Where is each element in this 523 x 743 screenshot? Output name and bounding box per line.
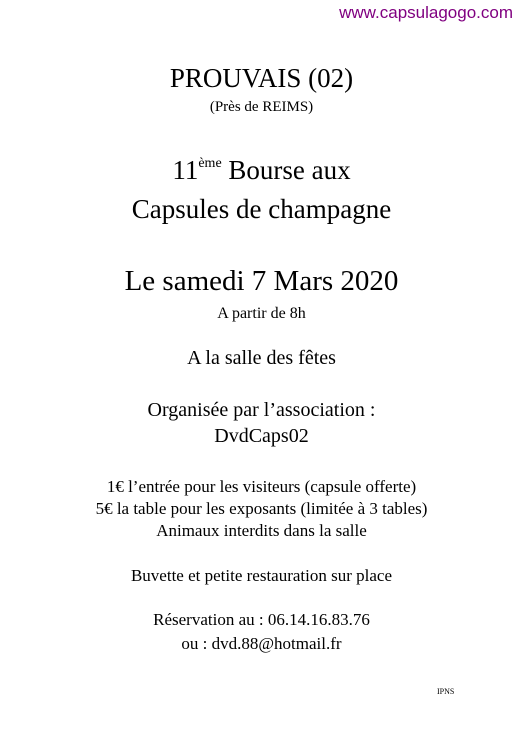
event-title-rest: Bourse aux <box>221 155 351 185</box>
reservation-phone: Réservation au : 06.14.16.83.76 <box>153 610 370 629</box>
event-title-line2: Capsules de champagne <box>131 194 392 224</box>
refreshments-note: Buvette et petite restauration sur place <box>130 566 393 585</box>
exhibitor-table-price: 5€ la table pour les exposants (limitée à 3 tables) <box>95 499 428 518</box>
website-watermark: www.capsulagogo.com <box>339 3 513 22</box>
near-city-note: (Près de REIMS) <box>209 99 314 115</box>
event-venue: A la salle des fêtes <box>187 347 336 369</box>
event-date: Le samedi 7 Mars 2020 <box>124 265 399 297</box>
ipns-footer-note: IPNS <box>437 687 455 696</box>
town-heading: PROUVAIS (02) <box>169 63 354 93</box>
event-title-line1 <box>0 155 523 186</box>
organizer-intro: Organisée par l’association : <box>147 399 376 421</box>
visitor-price: 1€ l’entrée pour les visiteurs (capsule offerte) <box>106 477 417 496</box>
no-animals-note: Animaux interdits dans la salle <box>156 521 367 540</box>
event-start-time: A partir de 8h <box>217 305 306 322</box>
edition-suffix: ème <box>198 156 222 171</box>
reservation-email: ou : dvd.88@hotmail.fr <box>181 634 342 653</box>
organizer-name: DvdCaps02 <box>214 425 309 447</box>
edition-number: 11 <box>172 155 199 185</box>
